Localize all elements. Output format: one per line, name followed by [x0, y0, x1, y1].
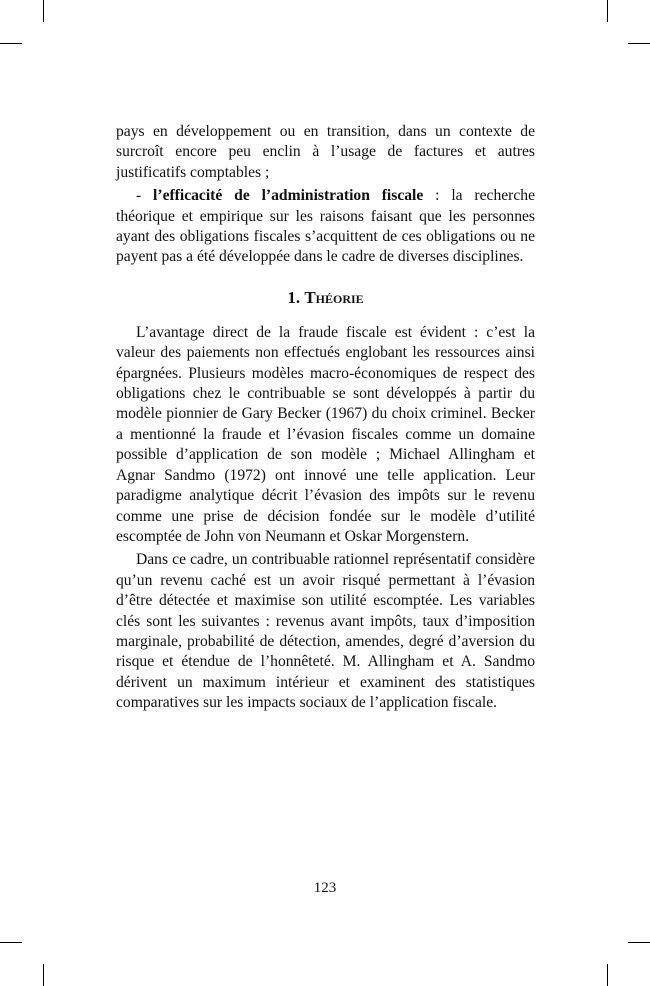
crop-mark-top-right-vertical [607, 0, 608, 22]
list-dash: - [136, 187, 154, 205]
body-paragraph: L’avantage direct de la fraude fiscale est évident : c’est la valeur des paiements non effectués englobant les ressources ainsi épargnées. Plusieurs modèles macro-économiques de respect des obligations chez le contribuable se sont développés à partir du modèle pionnier de Gary Becker (1967) du choix criminel. Becker a mentionné la fraude et l’évasion fiscales comme un domaine possible d’application de son modèle ; Michael Allingham et Agnar Sandmo (1972) ont innové une telle application. Leur paradigme analytique décrit l’évasion des impôts sur le revenu comme une prise de décision fondée sur le modèle d’utilité escomptée de John von Neumann et Oskar Morgenstern. [116, 323, 535, 545]
list-item-efficacite [116, 186, 535, 268]
list-item-text: : la recherche théorique et empirique sur les raisons faisant que les personnes ayant des obligations fiscales s’acquittent de ces obligations ou ne payent pas a été développée dans le cadre de diverses disciplines. [116, 187, 536, 266]
crop-mark-top-right-horizontal [628, 43, 650, 44]
list-item-bold-term: l’efficacité de l’administration fiscale [153, 187, 424, 205]
crop-mark-top-left-vertical [43, 0, 44, 22]
page-number: 123 [313, 880, 337, 896]
crop-mark-bottom-left-horizontal [0, 942, 22, 943]
paragraph-continuation: pays en développement ou en transition, dans un contexte de surcroît encore peu enclin à l’usage de factures et autres justificatifs comptables ; [116, 123, 535, 181]
section-heading [116, 287, 535, 309]
body-paragraph: Dans ce cadre, un contribuable rationnel représentatif considère qu’un revenu caché est un avoir risqué permettant à l’évasion d’être détectée et maximise son utilité escomptée. Les variables clés sont les suivantes : revenus avant impôts, taux d’imposition marginale, probabilité de détection, amendes, degré d’aversion du risque et étendue de l’honnêteté. M. Allingham et A. Sandmo dérivent un maximum intérieur et examinent des statistiques comparatives sur les impacts sociaux de l’application fiscale. [116, 551, 535, 712]
section-number: 1. [287, 287, 305, 307]
crop-mark-bottom-right-horizontal [628, 942, 650, 943]
page-body [116, 122, 535, 714]
crop-mark-top-left-horizontal [0, 43, 22, 44]
crop-mark-bottom-left-vertical [43, 964, 44, 986]
crop-mark-bottom-right-vertical [607, 964, 608, 986]
section-title: Théorie [304, 287, 364, 307]
